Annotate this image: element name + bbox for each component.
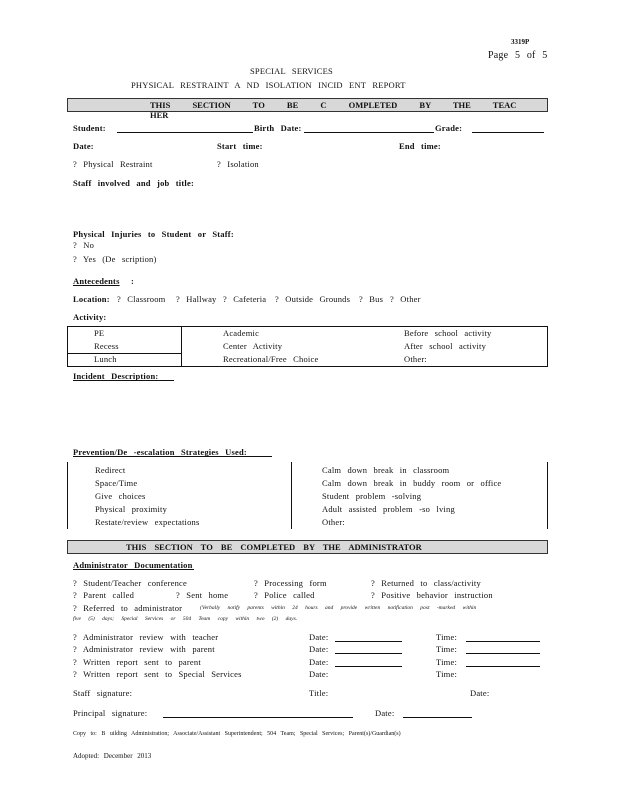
report-parent-time-label: Time: [436,657,458,667]
sent-home-checkbox[interactable]: ? Sent home [176,590,229,600]
verbal-notification-note: (Verbally notify parents within 24 hours and provide written notification post -marked within [200,605,477,611]
strategy-give-choices[interactable]: Give choices [95,491,146,501]
birth-date-field[interactable] [304,132,434,133]
strategy-adult-assisted[interactable]: Adult assisted problem -so lving [322,504,455,514]
review-parent-date-label: Date: [309,644,329,654]
grade-label: Grade: [435,123,463,133]
prevention-grid-left [67,462,68,529]
injuries-no-checkbox[interactable]: ? No [73,240,95,250]
injuries-yes-checkbox[interactable]: ? Yes (De scription) [73,254,157,264]
report-services-date-label: Date: [309,669,329,679]
strategy-calm-buddy[interactable]: Calm down break in buddy room or office [322,478,502,488]
injuries-label: Physical Injuries to Student or Staff: [73,229,234,239]
review-teacher-date-field[interactable] [335,641,402,642]
strategy-space-time[interactable]: Space/Time [95,478,138,488]
admin-section-band [67,540,548,554]
prevention-grid-right [547,462,548,529]
title-line-1: SPECIAL SERVICES [250,66,333,76]
parent-called-checkbox[interactable]: ? Parent called [73,590,135,600]
birth-date-label: Birth Date: [254,123,302,133]
staff-involved-label: Staff involved and job title: [73,178,194,188]
student-field[interactable] [117,132,253,133]
positive-behavior-checkbox[interactable]: ? Positive behavior instruction [371,590,493,600]
end-time-label: End time: [399,141,441,151]
principal-signature-field[interactable] [163,717,353,718]
referred-to-admin-checkbox[interactable]: ? Referred to administrator [73,603,183,613]
activity-grid-right [547,326,548,367]
location-hallway-checkbox[interactable]: ? Hallway [176,294,217,304]
antecedents-label: Antecedents [73,276,120,286]
activity-after-school[interactable]: After school activity [404,341,487,351]
teacher-section-band [67,98,548,120]
student-teacher-conference-checkbox[interactable]: ? Student/Teacher conference [73,578,188,588]
student-label: Student: [73,123,106,133]
report-parent-date-field[interactable] [335,666,402,667]
strategy-physical-proximity[interactable]: Physical proximity [95,504,168,514]
activity-lunch[interactable]: Lunch [94,354,117,364]
location-label: Location: [73,294,110,304]
principal-signature-label: Principal signature: [73,708,148,718]
page-number: Page 5 of 5 [488,50,548,61]
principal-date-label: Date: [375,708,395,718]
report-parent-time-field[interactable] [466,666,540,667]
prevention-label: Prevention/De -escalation Strategies Used: [73,447,247,457]
location-classroom-checkbox[interactable]: ? Classroom [117,294,166,304]
start-time-label: Start time: [217,141,263,151]
antecedents-colon: : [131,276,135,286]
isolation-checkbox[interactable]: ? Isolation [217,159,259,169]
activity-pe[interactable]: PE [94,328,105,338]
adopted-line: Adopted: December 2013 [73,752,152,760]
activity-grid-bottom [67,366,548,367]
review-with-teacher-checkbox[interactable]: ? Administrator review with teacher [73,632,219,642]
activity-grid-left [67,326,68,367]
activity-before-school[interactable]: Before school activity [404,328,492,338]
admin-section-label: THIS SECTION TO BE COMPLETED BY THE ADMINISTRATOR [126,542,422,552]
physical-restraint-checkbox[interactable]: ? Physical Restraint [73,159,153,169]
strategy-problem-solving[interactable]: Student problem -solving [322,491,422,501]
activity-academic[interactable]: Academic [223,328,260,338]
activity-recess[interactable]: Recess [94,341,119,351]
location-bus-checkbox[interactable]: ? Bus [359,294,384,304]
location-other-checkbox[interactable]: ? Other [390,294,421,304]
strategy-redirect[interactable]: Redirect [95,465,126,475]
activity-label: Activity: [73,312,107,322]
review-parent-time-label: Time: [436,644,458,654]
teacher-section-label: THIS SECTION TO BE C OMPLETED BY THE TEAC HER [150,100,517,120]
staff-signature-label: Staff signature: [73,688,133,698]
staff-date-label: Date: [470,688,490,698]
admin-documentation-underline [73,569,194,570]
police-called-checkbox[interactable]: ? Police called [254,590,315,600]
title-line-2: PHYSICAL RESTRAINT A ND ISOLATION INCID ENT REPORT [131,80,406,90]
location-cafeteria-checkbox[interactable]: ? Cafeteria [223,294,267,304]
policy-number: 3319P [511,38,530,46]
activity-other[interactable]: Other: [404,354,427,364]
incident-description-label: Incident Description: [73,371,159,381]
review-parent-time-field[interactable] [466,653,540,654]
title-label: Title: [309,688,329,698]
report-to-parent-checkbox[interactable]: ? Written report sent to parent [73,657,201,667]
strategy-other[interactable]: Other: [322,517,345,527]
activity-grid-top [67,326,548,327]
verbal-notification-note-2: five (5) days; Special Services or 504 Team copy within two (2) days. [73,616,298,622]
processing-form-checkbox[interactable]: ? Processing form [254,578,327,588]
prevention-grid-mid [291,462,292,529]
review-teacher-date-label: Date: [309,632,329,642]
returned-to-class-checkbox[interactable]: ? Returned to class/activity [371,578,481,588]
grade-field[interactable] [472,132,544,133]
copy-to-line: Copy to: B uilding Administration; Associate/Assistant Superintendent; 504 Team; Special Services; Parent(s)/Guardian(s) [73,731,401,737]
strategy-restate[interactable]: Restate/review expectations [95,517,200,527]
incident-description-underline [73,380,174,381]
principal-date-field[interactable] [403,717,472,718]
report-parent-date-label: Date: [309,657,329,667]
date-label: Date: [73,141,94,151]
location-outside-checkbox[interactable]: ? Outside Grounds [275,294,351,304]
activity-center[interactable]: Center Activity [223,341,283,351]
activity-grid-divider [67,353,181,354]
prevention-underline [73,456,272,457]
review-with-parent-checkbox[interactable]: ? Administrator review with parent [73,644,215,654]
review-teacher-time-label: Time: [436,632,458,642]
admin-documentation-label: Administrator Documentation [73,560,193,570]
activity-recreational[interactable]: Recreational/Free Choice [223,354,319,364]
activity-grid-col1 [181,326,182,367]
report-services-time-label: Time: [436,669,458,679]
review-parent-date-field[interactable] [335,653,402,654]
review-teacher-time-field[interactable] [466,641,540,642]
report-to-special-services-checkbox[interactable]: ? Written report sent to Special Services [73,669,242,679]
strategy-calm-classroom[interactable]: Calm down break in classroom [322,465,450,475]
